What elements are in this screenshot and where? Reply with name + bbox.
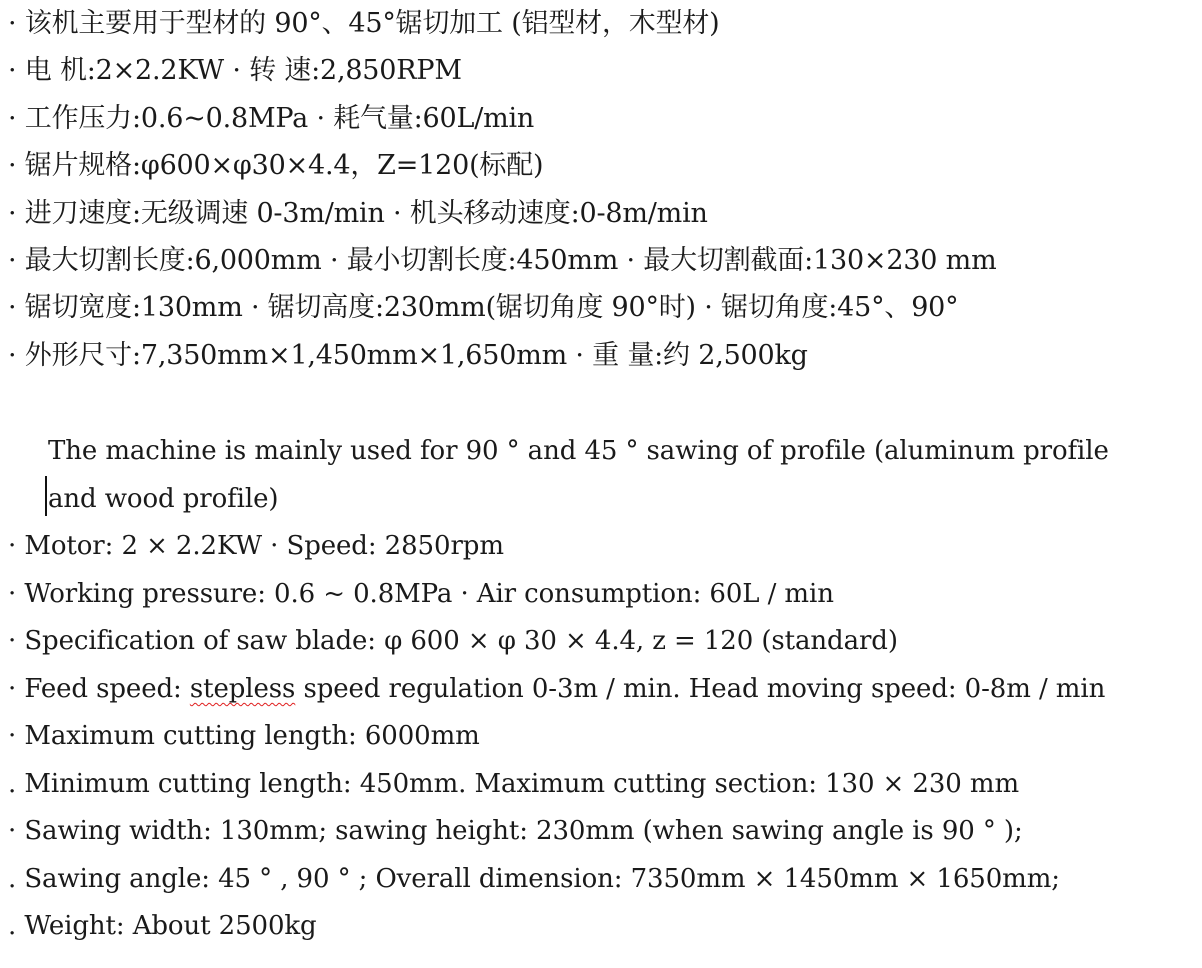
text-cursor	[45, 476, 47, 516]
zh-line-width: · 锯切宽度:130mm · 锯切高度:230mm(锯切角度 90°时) · 锯切角度:45°、90°	[8, 292, 959, 323]
en-feed-suffix: speed regulation 0-3m / min. Head moving speed: 0-8m / min	[295, 674, 1106, 704]
en-line-sawing-angle: . Sawing angle: 45 ° , 90 ° ; Overall dimension: 7350mm × 1450mm × 1650mm;	[8, 864, 1060, 894]
en-line-motor: · Motor: 2 × 2.2KW · Speed: 2850rpm	[8, 531, 504, 561]
spellcheck-flagged-word[interactable]: stepless	[189, 674, 296, 704]
zh-line-dimension: · 外形尺寸:7,350mm×1,450mm×1,650mm · 重 量:约 2,500kg	[8, 340, 808, 371]
en-line-pressure: · Working pressure: 0.6 ~ 0.8MPa · Air consumption: 60L / min	[8, 579, 834, 609]
zh-line-feed: · 进刀速度:无级调速 0-3m/min · 机头移动速度:0-8m/min	[8, 198, 708, 229]
zh-line-intro: · 该机主要用于型材的 90°、45°锯切加工 (铝型材，木型材)	[8, 8, 720, 39]
zh-line-motor: · 电 机:2×2.2KW · 转 速:2,850RPM	[8, 55, 462, 86]
zh-line-pressure: · 工作压力:0.6~0.8MPa · 耗气量:60L/min	[8, 103, 535, 134]
en-feed-prefix: · Feed speed:	[8, 674, 190, 704]
zh-line-length: · 最大切割长度:6,000mm · 最小切割长度:450mm · 最大切割截面:130×230 mm	[8, 245, 997, 276]
en-line-sawing-width: · Sawing width: 130mm; sawing height: 230mm (when sawing angle is 90 ° );	[8, 816, 1023, 846]
en-line-blade: · Specification of saw blade: φ 600 × φ 30 × 4.4, z = 120 (standard)	[8, 626, 898, 656]
en-line-weight: . Weight: About 2500kg	[8, 911, 317, 941]
en-line-max-length: · Maximum cutting length: 6000mm	[8, 721, 480, 751]
en-intro-line-1: The machine is mainly used for 90 ° and 45 ° sawing of profile (aluminum profile	[48, 436, 1109, 466]
en-line-feed	[8, 671, 1105, 707]
zh-line-blade: · 锯片规格:φ600×φ30×4.4，Z=120(标配)	[8, 150, 544, 181]
en-line-min-length: . Minimum cutting length: 450mm. Maximum cutting section: 130 × 230 mm	[8, 769, 1019, 799]
en-intro-line-2: and wood profile)	[48, 484, 279, 514]
